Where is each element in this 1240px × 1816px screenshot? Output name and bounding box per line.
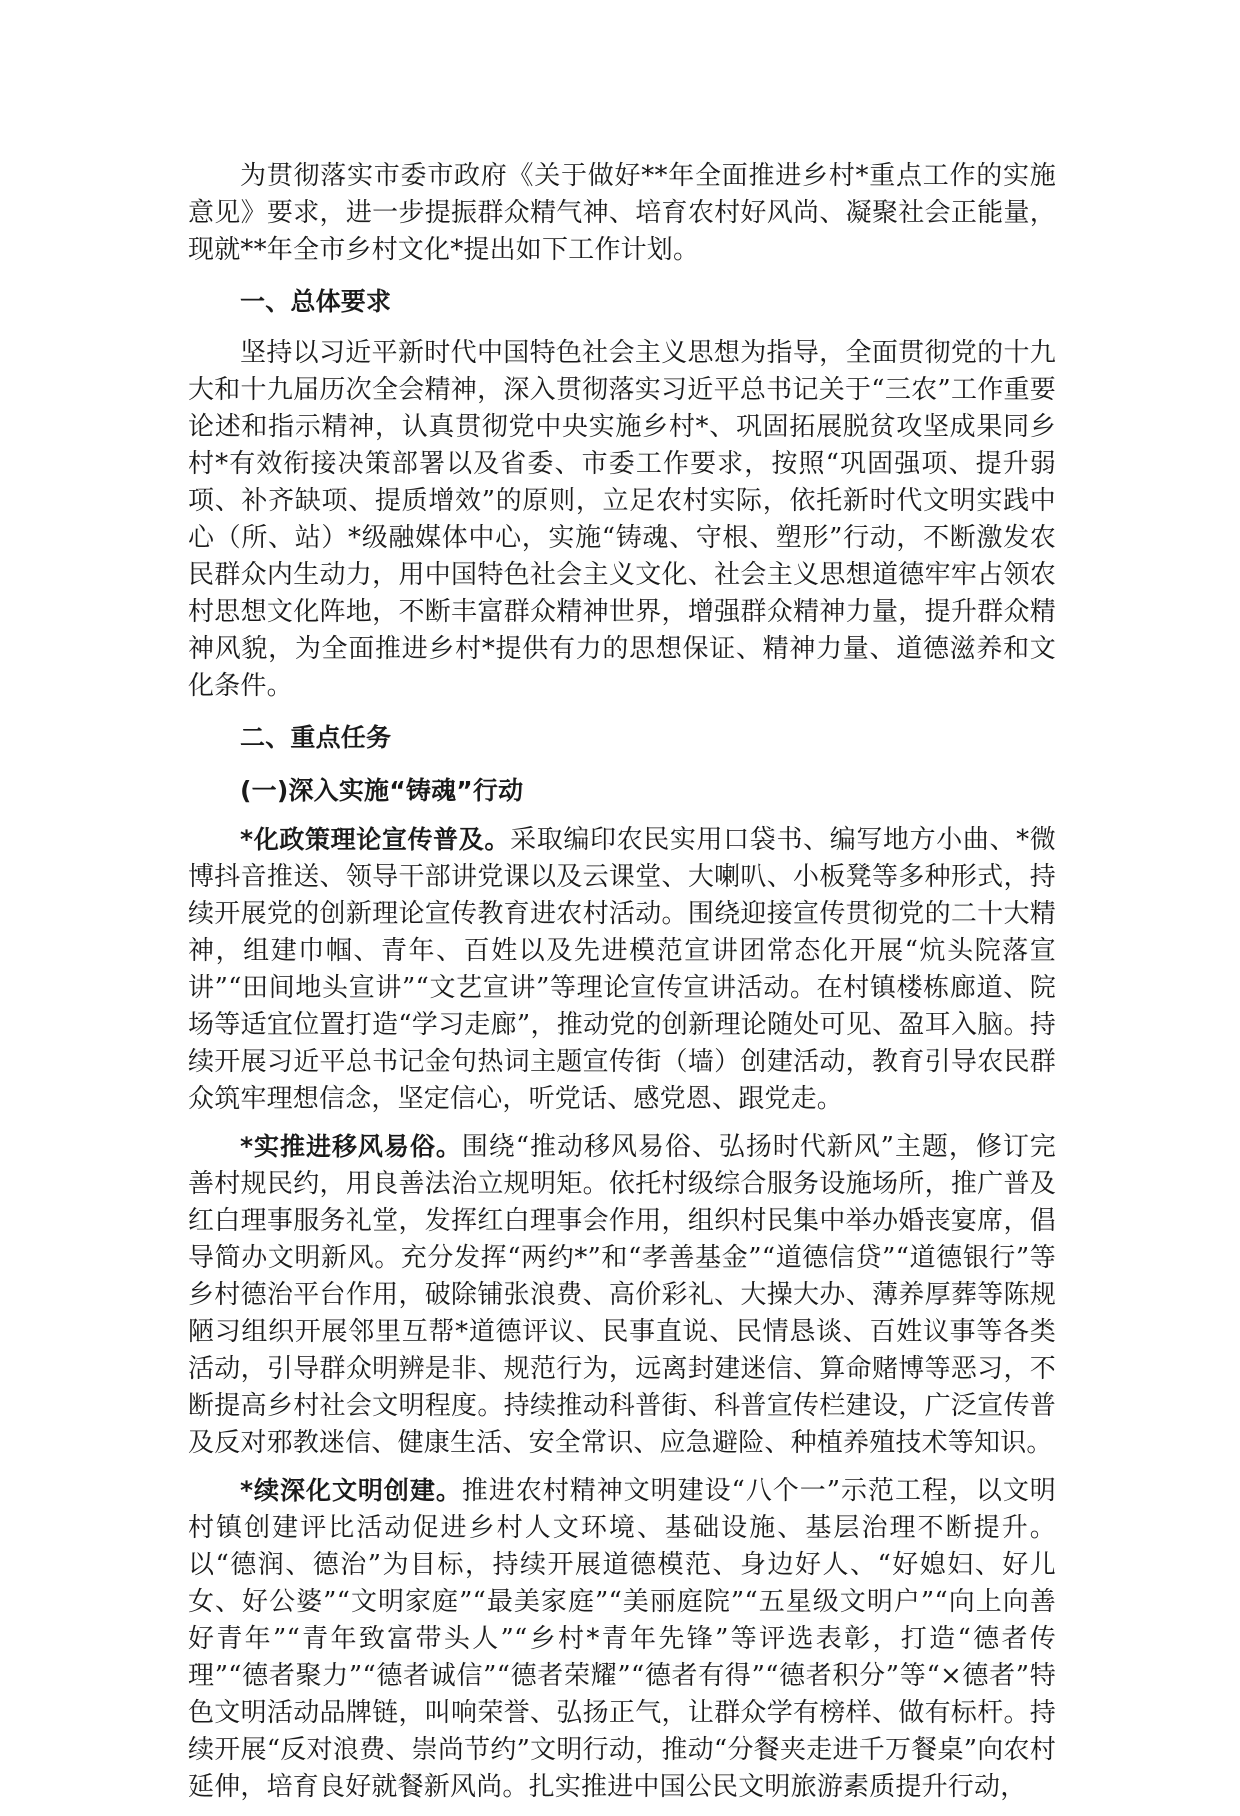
- task-paragraph-civilization-creation: [188, 1472, 1056, 1806]
- subsection-heading-soul-casting: (一)深入实施“铸魂”行动: [240, 776, 524, 805]
- task-text-policy-promotion: 采取编印农民实用口袋书、编写地方小曲、*微博抖音推送、领导干部讲党课以及云课堂、大喇叭、小板凳等多种形式，持续开展党的创新理论宣传教育进农村活动。围绕迎接宣传贯彻党的二十大精神，组建巾帼、青年、百姓以及先进模范宣讲团常态化开展“炕头院落宣讲”“田间地头宣讲”“文艺宣讲”等理论宣传宣讲活动。在村镇楼栋廊道、院场等适宜位置打造“学习走廊”，推动党的创新理论随处可见、盈耳入脑。持续开展习近平总书记金句热词主题宣传街（墙）创建活动，教育引导农民群众筑牢理想信念，坚定信心，听党话、感党恩、跟党走。: [188, 825, 1056, 1114]
- document-page: [188, 158, 1056, 1816]
- task-lead-policy-promotion: *化政策理论宣传普及。: [240, 825, 511, 854]
- task-lead-civilization-creation: *续深化文明创建。: [240, 1476, 462, 1505]
- intro-paragraph: 为贯彻落实市委市政府《关于做好**年全面推进乡村*重点工作的实施意见》要求，进一步提振群众精气神、培育农村好风尚、凝聚社会正能量，现就**年全市乡村文化*提出如下工作计划。: [188, 161, 1056, 265]
- task-text-customs-reform: 围绕“推动移风易俗、弘扬时代新风”主题，修订完善村规民约，用良善法治立规明矩。依托村级综合服务设施场所，推广普及红白理事服务礼堂，发挥红白理事会作用，组织村民集中举办婚丧宴席，倡导简办文明新风。充分发挥“两约*”和“孝善基金”“道德信贷”“道德银行”等乡村德治平台作用，破除铺张浪费、高价彩礼、大操大办、薄养厚葬等陈规陋习组织开展邻里互帮*道德评议、民事直说、民情恳谈、百姓议事等各类活动，引导群众明辨是非、规范行为，远离封建迷信、算命赌博等恶习，不断提高乡村社会文明程度。持续推动科普街、科普宣传栏建设，广泛宣传普及反对邪教迷信、健康生活、安全常识、应急避险、种植养殖技术等知识。: [188, 1132, 1057, 1458]
- task-lead-customs-reform: *实推进移风易俗。: [240, 1132, 462, 1161]
- task-text-civilization-creation: 推进农村精神文明建设“八个一”示范工程，以文明村镇创建评比活动促进乡村人文环境、基础设施、基层治理不断提升。以“德润、德治”为目标，持续开展道德模范、身边好人、“好媳妇、好儿女、好公婆”“文明家庭”“最美家庭”“美丽庭院”“五星级文明户”“向上向善好青年”“青年致富带头人”“乡村*青年先锋”等评选表彰，打造“德者传理”“德者聚力”“德者诚信”“德者荣耀”“德者有得”“德者积分”等“×德者”特色文明活动品牌链，叫响荣誉、弘扬正气，让群众学有榜样、做有标杆。持续开展“反对浪费、崇尚节约”文明行动，推动“分餐夹走进千万餐桌”向农村延伸，培育良好就餐新风尚。扎实推进中国公民文明旅游素质提升行动，: [188, 1476, 1057, 1802]
- task-paragraph-policy-promotion: [188, 821, 1056, 1118]
- general-requirements-paragraph: 坚持以习近平新时代中国特色社会主义思想为指导，全面贯彻党的十九大和十九届历次全会精神，深入贯彻落实习近平总书记关于“三农”工作重要论述和指示精神，认真贯彻党中央实施乡村*、巩固拓展脱贫攻坚成果同乡村*有效衔接决策部署以及省委、市委工作要求，按照“巩固强项、提升弱项、补齐缺项、提质增效”的原则，立足农村实际，依托新时代文明实践中心（所、站）*级融媒体中心，实施“铸魂、守根、塑形”行动，不断激发农民群众内生动力，用中国特色社会主义文化、社会主义思想道德牢牢占领农村思想文化阵地，不断丰富群众精神世界，增强群众精神力量，提升群众精神风貌，为全面推进乡村*提供有力的思想保证、精神力量、道德滋养和文化条件。: [188, 338, 1056, 701]
- section-heading-key-tasks: 二、重点任务: [240, 723, 392, 752]
- section-heading-general-requirements: 一、总体要求: [240, 287, 392, 316]
- task-paragraph-customs-reform: [188, 1128, 1056, 1462]
